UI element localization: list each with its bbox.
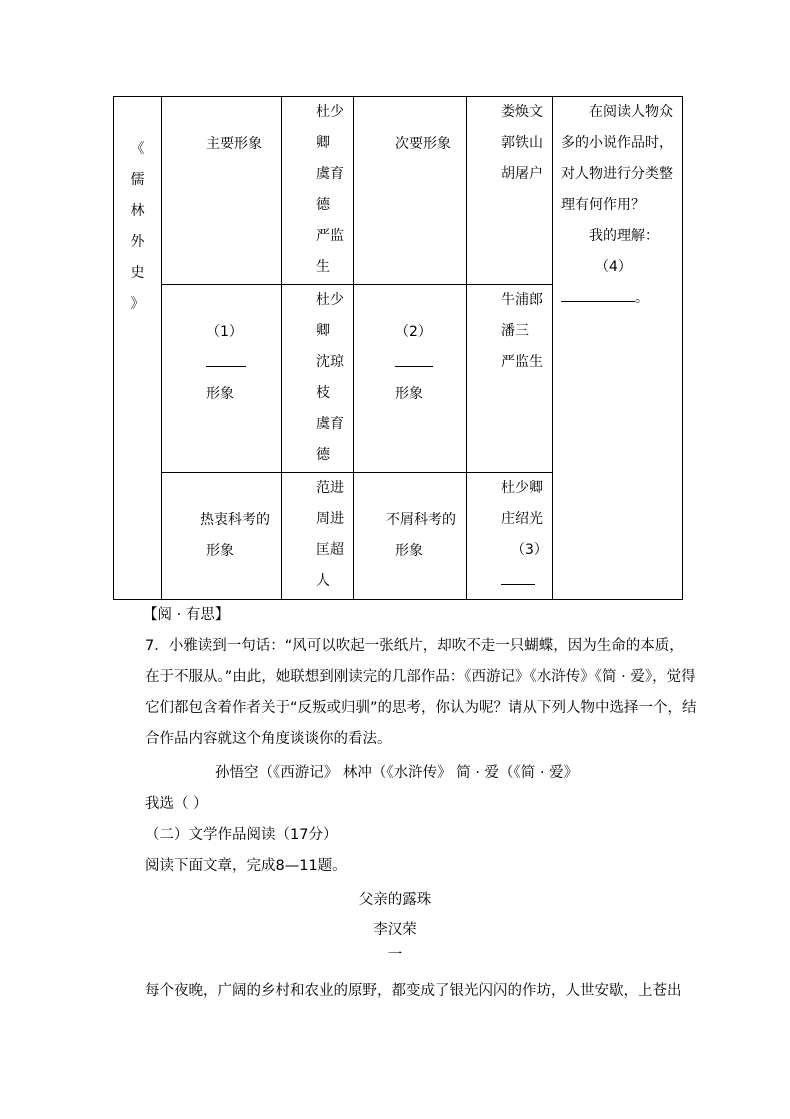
answer-blank-3[interactable] — [501, 566, 552, 597]
question-line: 对人物进行分类整 — [561, 166, 673, 182]
character-name: 严监 — [316, 228, 344, 244]
book-title-cell — [114, 97, 162, 600]
character-name: 人 — [316, 573, 330, 589]
blank-1-suffix: 形象 — [206, 386, 234, 402]
character-name: 生 — [316, 259, 330, 275]
character-name: 德 — [316, 447, 330, 463]
character-name: 严监生 — [501, 354, 543, 370]
blank-3-number: （3） — [511, 542, 548, 558]
minor-image-label-cell — [354, 97, 467, 285]
character-name: 卿 — [316, 135, 330, 151]
main-image-chars-cell — [282, 97, 354, 285]
exam-lover-label: 形象 — [206, 543, 234, 559]
article-first-line: 每个夜晚，广阔的乡村和农业的原野，都变成了银光闪闪的作坊，人世安歇，上苍出 — [145, 983, 682, 999]
article-title: 父亲的露珠 — [358, 892, 432, 908]
classification-table — [113, 96, 683, 600]
exam-scorner-label-cell — [354, 473, 467, 600]
blank-2-number: （2） — [395, 324, 432, 340]
character-name: 娄焕文 — [501, 104, 543, 120]
exam-scorner-label: 不屑科考的 — [386, 512, 456, 528]
article-author: 李汉荣 — [373, 922, 417, 938]
book-title-char: 《 — [130, 141, 145, 157]
blank-2-chars-cell — [467, 285, 553, 473]
minor-image-label: 次要形象 — [395, 136, 451, 152]
blank-line[interactable] — [561, 301, 635, 302]
reading-instruction: 阅读下面文章，完成8—11题。 — [145, 858, 347, 874]
blank-1-label-cell — [162, 285, 282, 473]
answer-blank-2[interactable] — [395, 317, 466, 379]
question-line: 在阅读人物众 — [589, 104, 673, 120]
character-name: 杜少卿 — [501, 480, 543, 496]
exam-lover-chars-cell — [282, 473, 354, 600]
character-name: 杜少 — [316, 292, 344, 308]
blank-1-chars-cell — [282, 285, 354, 473]
character-name: 周进 — [316, 511, 344, 527]
blank-line[interactable] — [206, 366, 246, 367]
blank-line[interactable] — [395, 366, 433, 367]
character-name: 胡屠户 — [501, 166, 543, 182]
book-title-char: 林 — [130, 203, 145, 219]
character-name: 牛浦郎 — [501, 292, 543, 308]
blank-2-suffix: 形象 — [395, 386, 423, 402]
character-name: 杜少 — [316, 104, 344, 120]
question-7-line: 它们都包含着作者关于“反叛或归驯”的思考，你认为呢？请从下列人物中选择一个，结 — [145, 700, 697, 716]
character-name: 虞育 — [316, 416, 344, 432]
part2-heading: （二）文学作品阅读（17分） — [145, 827, 338, 843]
book-title-char: 外 — [130, 234, 145, 250]
question-line: 理有何作用？ — [561, 197, 645, 213]
question-cell — [553, 97, 683, 600]
choice-select[interactable]: 我选（ ） — [145, 796, 208, 812]
character-name: 沈琼 — [316, 354, 344, 370]
section-heading: 【阅 · 有思】 — [143, 607, 230, 623]
book-title-char: 》 — [130, 296, 145, 312]
question-line: 多的小说作品时， — [561, 135, 673, 151]
question-7-line: 在于不服从。”由此，她联想到刚读完的几部作品：《西游记》《水浒传》《简 · 爱》，觉得 — [145, 669, 696, 685]
section-mark: 一 — [387, 947, 403, 963]
exam-lover-label-cell — [162, 473, 282, 600]
answer-blank-1[interactable] — [206, 317, 281, 379]
blank-2-label-cell — [354, 285, 467, 473]
character-name: 德 — [316, 197, 330, 213]
main-image-label: 主要形象 — [206, 136, 262, 152]
blank-line[interactable] — [501, 570, 535, 585]
question-end: 。 — [635, 290, 649, 306]
answer-blank-4[interactable] — [561, 283, 682, 314]
character-name: 庄绍光 — [501, 511, 543, 527]
book-title-char: 史 — [130, 265, 145, 281]
question-line: （4） — [595, 259, 632, 275]
character-name: 匡超 — [316, 542, 344, 558]
character-name: 卿 — [316, 323, 330, 339]
character-name: 枝 — [316, 385, 330, 401]
question-7-line: 7．小雅读到一句话：“风可以吹起一张纸片，却吹不走一只蝴蝶，因为生命的本质， — [145, 638, 684, 654]
character-name: 范进 — [316, 480, 344, 496]
exam-scorner-chars-cell — [467, 473, 553, 600]
exam-scorner-label: 形象 — [395, 543, 423, 559]
minor-image-chars-cell — [467, 97, 553, 285]
question-7-line: 合作品内容就这个角度谈谈你的看法。 — [145, 731, 392, 747]
character-name: 虞育 — [316, 166, 344, 182]
blank-1-number: （1） — [206, 324, 243, 340]
character-name: 潘三 — [501, 323, 529, 339]
character-choices: 孙悟空（《西游记》 林冲（《水浒传》 简 · 爱（《简 · 爱》 — [215, 765, 579, 781]
main-image-label-cell — [162, 97, 282, 285]
exam-lover-label: 热衷科考的 — [200, 512, 270, 528]
book-title-char: 儒 — [130, 172, 145, 188]
character-name: 郭铁山 — [501, 135, 543, 151]
question-line: 我的理解： — [589, 228, 659, 244]
